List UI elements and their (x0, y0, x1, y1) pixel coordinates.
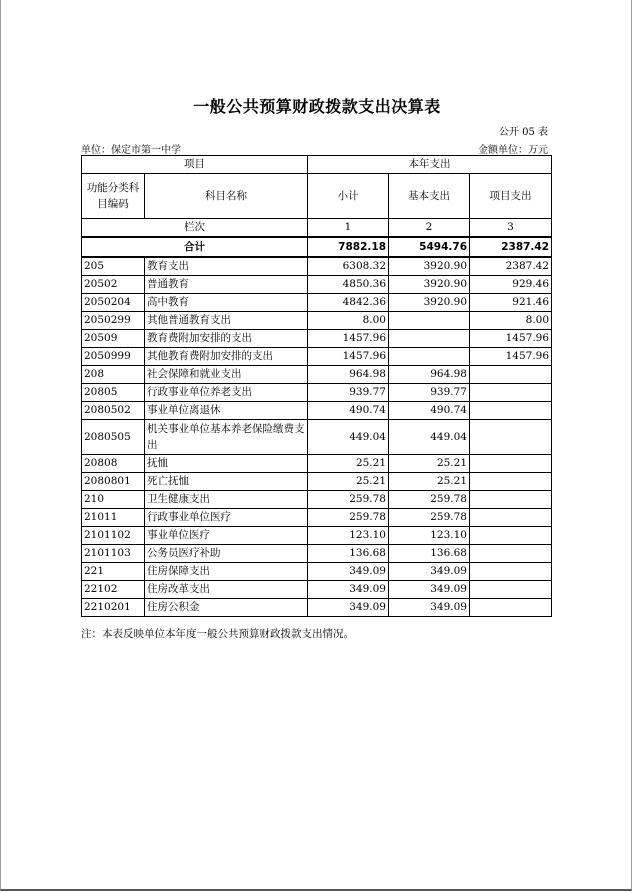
column-index-3: 3 (470, 219, 552, 238)
row-name: 住房保障支出 (145, 563, 308, 581)
row-basic: 349.09 (389, 599, 470, 617)
row-subtotal: 4842.36 (308, 294, 389, 312)
total-label: 合计 (82, 237, 308, 257)
header-basic: 基本支出 (389, 174, 470, 219)
row-subtotal: 449.04 (308, 420, 389, 455)
table-row (82, 257, 552, 276)
row-code: 21011 (82, 509, 145, 527)
table-row (82, 491, 552, 509)
table-row (82, 402, 552, 420)
row-subtotal: 259.78 (308, 509, 389, 527)
table-row (82, 420, 552, 455)
row-project: 1457.96 (470, 330, 552, 348)
row-name: 其他普通教育支出 (145, 312, 308, 330)
row-name: 事业单位离退休 (145, 402, 308, 420)
table-row (82, 294, 552, 312)
row-project (470, 473, 552, 491)
row-basic: 123.10 (389, 527, 470, 545)
footnote: 注：本表反映单位本年度一般公共预算财政拨款支出情况。 (81, 628, 354, 640)
total-row (82, 237, 552, 257)
row-project (470, 455, 552, 473)
row-project (470, 581, 552, 599)
unit-label: 单位：保定市第一中学 (81, 145, 181, 156)
header-project-expense: 项目支出 (470, 174, 552, 219)
row-project: 1457.96 (470, 348, 552, 366)
table-row (82, 348, 552, 366)
row-name: 住房公积金 (145, 599, 308, 617)
row-basic: 3920.90 (389, 294, 470, 312)
row-subtotal: 939.77 (308, 384, 389, 402)
row-project (470, 527, 552, 545)
column-index-2: 2 (389, 219, 470, 238)
table-row (82, 366, 552, 384)
row-subtotal: 259.78 (308, 491, 389, 509)
form-number: 公开 05 表 (498, 127, 548, 138)
row-subtotal: 123.10 (308, 527, 389, 545)
row-code: 20805 (82, 384, 145, 402)
row-project (470, 491, 552, 509)
row-basic (389, 312, 470, 330)
header-subtotal: 小计 (308, 174, 389, 219)
row-subtotal: 6308.32 (308, 257, 389, 276)
row-subtotal: 25.21 (308, 473, 389, 491)
row-code: 20509 (82, 330, 145, 348)
row-name: 机关事业单位基本养老保险缴费支出 (145, 420, 308, 455)
table-row (82, 563, 552, 581)
row-basic: 136.68 (389, 545, 470, 563)
total-basic: 5494.76 (389, 237, 470, 257)
table-row (82, 312, 552, 330)
row-name: 行政事业单位养老支出 (145, 384, 308, 402)
row-project (470, 384, 552, 402)
row-project: 8.00 (470, 312, 552, 330)
row-code: 205 (82, 257, 145, 276)
row-subtotal: 25.21 (308, 455, 389, 473)
row-subtotal: 349.09 (308, 563, 389, 581)
row-name: 高中教育 (145, 294, 308, 312)
row-name: 抚恤 (145, 455, 308, 473)
table-row (82, 545, 552, 563)
total-project: 2387.42 (470, 237, 552, 257)
table-row (82, 599, 552, 617)
row-subtotal: 349.09 (308, 581, 389, 599)
row-project (470, 366, 552, 384)
row-code: 221 (82, 563, 145, 581)
table-row (82, 276, 552, 294)
column-index-label: 栏次 (82, 219, 308, 238)
column-index-1: 1 (308, 219, 389, 238)
row-basic: 939.77 (389, 384, 470, 402)
row-name: 公务员医疗补助 (145, 545, 308, 563)
row-subtotal: 136.68 (308, 545, 389, 563)
header-project: 项目 (82, 156, 308, 174)
row-code: 20502 (82, 276, 145, 294)
row-project (470, 545, 552, 563)
amount-unit-label: 金额单位：万元 (478, 145, 548, 156)
row-code: 2101103 (82, 545, 145, 563)
header-row-2 (82, 174, 552, 219)
row-basic (389, 348, 470, 366)
row-code: 20808 (82, 455, 145, 473)
row-name: 事业单位医疗 (145, 527, 308, 545)
row-name: 教育费附加安排的支出 (145, 330, 308, 348)
header-code: 功能分类科目编码 (82, 174, 145, 219)
row-name: 普通教育 (145, 276, 308, 294)
row-basic: 259.78 (389, 491, 470, 509)
table-row (82, 473, 552, 491)
row-code: 2210201 (82, 599, 145, 617)
budget-table-body (82, 156, 552, 617)
table-row (82, 384, 552, 402)
row-project (470, 402, 552, 420)
row-subtotal: 8.00 (308, 312, 389, 330)
row-subtotal: 1457.96 (308, 330, 389, 348)
row-basic: 349.09 (389, 563, 470, 581)
row-basic: 349.09 (389, 581, 470, 599)
header-current-year-expense: 本年支出 (308, 156, 552, 174)
page-title: 一般公共预算财政拨款支出决算表 (193, 97, 441, 116)
row-project: 921.46 (470, 294, 552, 312)
row-code: 2050204 (82, 294, 145, 312)
row-project (470, 509, 552, 527)
column-index-row (82, 219, 552, 238)
row-name: 社会保障和就业支出 (145, 366, 308, 384)
row-name: 死亡抚恤 (145, 473, 308, 491)
table-row (82, 509, 552, 527)
table-row (82, 330, 552, 348)
row-code: 2080801 (82, 473, 145, 491)
table-row (82, 581, 552, 599)
row-project: 2387.42 (470, 257, 552, 276)
table-row (82, 527, 552, 545)
row-basic: 964.98 (389, 366, 470, 384)
row-basic: 3920.90 (389, 276, 470, 294)
header-name: 科目名称 (145, 174, 308, 219)
row-subtotal: 1457.96 (308, 348, 389, 366)
row-code: 2101102 (82, 527, 145, 545)
budget-table (81, 155, 552, 617)
table-row (82, 455, 552, 473)
row-code: 208 (82, 366, 145, 384)
row-code: 2080505 (82, 420, 145, 455)
row-code: 210 (82, 491, 145, 509)
row-code: 2050299 (82, 312, 145, 330)
row-project (470, 563, 552, 581)
row-code: 22102 (82, 581, 145, 599)
row-project: 929.46 (470, 276, 552, 294)
row-basic: 259.78 (389, 509, 470, 527)
row-basic: 449.04 (389, 420, 470, 455)
row-subtotal: 964.98 (308, 366, 389, 384)
row-basic: 490.74 (389, 402, 470, 420)
row-subtotal: 349.09 (308, 599, 389, 617)
row-basic: 25.21 (389, 455, 470, 473)
row-basic: 3920.90 (389, 257, 470, 276)
header-row-1 (82, 156, 552, 174)
row-name: 卫生健康支出 (145, 491, 308, 509)
total-subtotal: 7882.18 (308, 237, 389, 257)
row-subtotal: 490.74 (308, 402, 389, 420)
row-code: 2050999 (82, 348, 145, 366)
row-name: 其他教育费附加安排的支出 (145, 348, 308, 366)
row-project (470, 599, 552, 617)
row-name: 教育支出 (145, 257, 308, 276)
row-name: 住房改革支出 (145, 581, 308, 599)
row-basic: 25.21 (389, 473, 470, 491)
row-name: 行政事业单位医疗 (145, 509, 308, 527)
row-subtotal: 4850.36 (308, 276, 389, 294)
row-basic (389, 330, 470, 348)
row-code: 2080502 (82, 402, 145, 420)
row-project (470, 420, 552, 455)
